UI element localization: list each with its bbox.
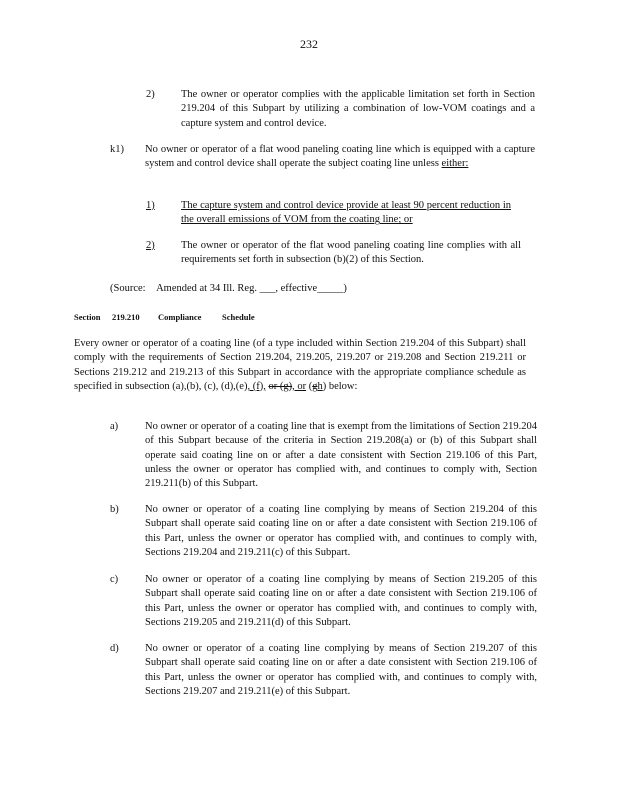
k1-label: k1): [110, 144, 124, 155]
section-number: 219.210: [112, 312, 140, 322]
k1-text: [145, 143, 535, 172]
p2-text: The owner or operator complies with the applicable limitation set forth in Section 219.204 of this Subpart by utilizing a combination of low-VOM coatings and a capture system and control device.: [181, 89, 535, 129]
source-line: [110, 282, 347, 296]
k1-sub1-label: 1): [146, 200, 155, 211]
item-c-label: c): [110, 574, 119, 585]
source-open: (Source:: [110, 283, 146, 294]
source-text: Amended at 34 Ill. Reg.: [156, 283, 257, 294]
intro-open-paren: (: [308, 380, 313, 392]
intro-body: Every owner or operator of a coating line (of a type included within Section 219.204 of this Subpart) shall comply with the requirements of Section 219.204, 219.205, 219.207 or 219.208 and Section 219.211 or Sections 219.212 and 219.213 of this Subpart in accordance with the appropriate compliance schedule as specified in subsection (a),(b), (c), (d),(e): [74, 338, 526, 392]
k1-tail: either:: [441, 158, 469, 170]
item-d-text: No owner or operator of a coating line complying by means of Section 219.207 of this Subpart shall operate said coating line on or after a date consistent with Section 219.106 of this Part, unless the owner or operator has complied with, and continues to comply with, Sections 219.207 and 219.211(e) of this Subpart.: [145, 643, 537, 697]
item-b-text: No owner or operator of a coating line complying by means of Section 219.204 of this Subpart shall operate said coating line on or after a date consistent with Section 219.106 of this Part, unless the owner or operator has complied with, and continues to comply with, Sections 219.204 and 219.211(c) of this Subpart.: [145, 504, 537, 558]
source-close: ): [343, 283, 347, 294]
k1-sub2-text: The owner or operator of the flat wood paneling coating line complies with all requirements set forth in subsection (b)(2) of this Section.: [181, 240, 521, 266]
source-effective: , effective: [275, 283, 318, 294]
intro-insert-h: h: [317, 380, 323, 392]
k1-sub2-label: 2): [146, 240, 155, 251]
k1-body: No owner or operator of a flat wood paneling coating line which is equipped with a capture system and control device shall operate the subject coating line unless: [145, 144, 535, 170]
intro-delete-or-g: or (g): [268, 380, 293, 392]
section-title-1: Compliance: [158, 312, 202, 322]
section-title-2: Schedule: [222, 312, 255, 322]
item-a-label: a): [110, 421, 119, 432]
intro-insert-f: , (f),: [247, 380, 266, 392]
source-blank1: ___: [259, 283, 276, 294]
intro-paragraph: [74, 337, 526, 394]
p2-label: 2): [146, 89, 155, 100]
page-number: 232: [300, 37, 318, 51]
item-d-label: d): [110, 643, 119, 654]
intro-close: ) below:: [322, 380, 358, 392]
section-word: Section: [74, 312, 101, 322]
item-c-text: No owner or operator of a coating line complying by means of Section 219.205 of this Subpart shall operate said coating line on or after a date consistent with Section 219.106 of this Part, unless the owner or operator has complied with, and continues to comply with, Sections 219.205 and 219.211(d) of this Subpart.: [145, 574, 537, 628]
source-blank2: _____: [317, 283, 344, 294]
k1-sub1-text: The capture system and control device provide at least 90 percent reduction in the overall emissions of VOM from the coating line; or: [181, 200, 511, 226]
intro-insert-or: , or: [292, 380, 307, 392]
item-a-text: No owner or operator of a coating line that is exempt from the limitations of Section 219.204 of this Subpart because of the criteria in Section 219.208(a) or (b) of this Subpart shall operate said coating line on or after a date consistent with Section 219.106 of this Part, unless the owner or operator has complied with, and continues to comply with, Section 219.211(b) of this Subpart.: [145, 421, 537, 490]
item-b-label: b): [110, 504, 119, 515]
intro-delete-g: g: [312, 380, 318, 392]
